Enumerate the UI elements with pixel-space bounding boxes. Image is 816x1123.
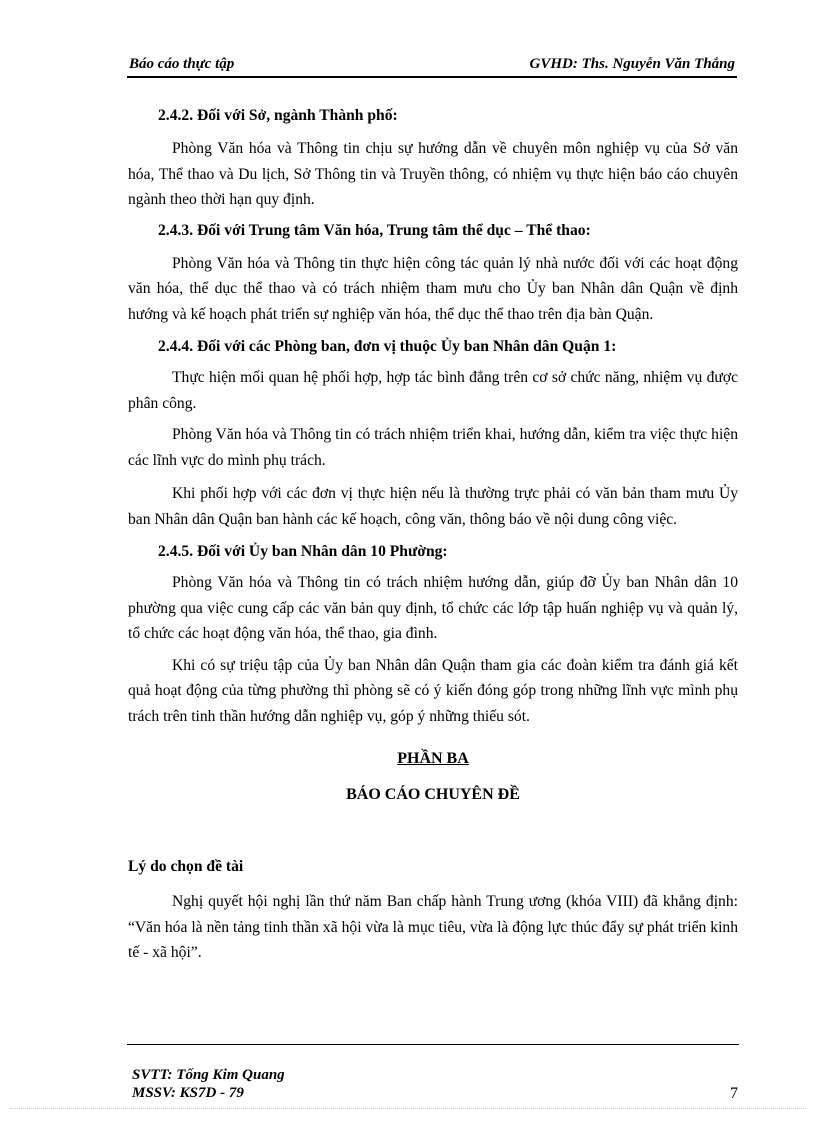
paragraph: Thực hiện mối quan hệ phối hợp, hợp tác bình đẳng trên cơ sở chức năng, nhiệm vụ được phân công. xyxy=(128,369,738,412)
paragraph: Phòng Văn hóa và Thông tin thực hiện công tác quản lý nhà nước đối với các hoạt động văn hóa, thể dục thể thao và có trách nhiệm tham mưu cho Ủy ban Nhân dân Quận về định hướng và kế hoạch phát triển sự nghiệp văn hóa, thể dục thể thao trên địa bàn Quận. xyxy=(128,254,738,323)
paragraph: Phòng Văn hóa và Thông tin có trách nhiệm hướng dẫn, giúp đỡ Ủy ban Nhân dân 10 phường qua việc cung cấp các văn bản quy định, tổ chức các lớp tập huấn nghiệp vụ và quản lý, tổ chức các hoạt động văn hóa, thể thao, gia đình. xyxy=(128,574,738,642)
paragraph: Khi có sự triệu tập của Ủy ban Nhân dân Quận tham gia các đoàn kiểm tra đánh giá kết quả hoạt động của từng phường thì phòng sẽ có ý kiến đóng góp trong những lĩnh vực mình phụ trách trên tinh thần hướng dẫn nghiệp vụ, góp ý những thiếu sót. xyxy=(128,656,738,725)
section-heading-2-4-2: 2.4.2. Đối với Sở, ngành Thành phố: xyxy=(158,107,398,124)
footer-student: SVTT: Tống Kim Quang xyxy=(132,1067,285,1083)
footer-student-id: MSSV: KS7D - 79 xyxy=(132,1085,244,1101)
footer-divider xyxy=(127,1044,739,1045)
page-number: 7 xyxy=(730,1085,738,1102)
paragraph: Phòng Văn hóa và Thông tin chịu sự hướng dẫn về chuyên môn nghiệp vụ của Sở văn hóa, Thể thao và Du lịch, Sở Thông tin và Truyền thông, có nhiệm vụ thực hiện báo cáo chuyên ngành theo thời hạn quy định. xyxy=(128,140,738,208)
page-bottom-edge xyxy=(10,1108,806,1109)
paragraph: Phòng Văn hóa và Thông tin có trách nhiệm triển khai, hướng dẫn, kiểm tra việc thực hiện các lĩnh vực do mình phụ trách. xyxy=(128,426,738,469)
page-header xyxy=(127,54,737,78)
document-body xyxy=(128,104,738,966)
header-supervisor: GVHD: Ths. Nguyễn Văn Thắng xyxy=(529,56,735,72)
section-heading-2-4-5: 2.4.5. Đối với Ủy ban Nhân dân 10 Phường: xyxy=(158,543,448,560)
section-heading-2-4-3: 2.4.3. Đối với Trung tâm Văn hóa, Trung tâm thể dục – Thể thao: xyxy=(158,221,591,239)
part-title: PHẦN BA xyxy=(397,750,469,767)
part-subtitle: BÁO CÁO CHUYÊN ĐỀ xyxy=(346,786,520,803)
page-footer xyxy=(132,1066,738,1102)
header-report-title: Báo cáo thực tập xyxy=(129,56,235,72)
section-heading-2-4-4: 2.4.4. Đối với các Phòng ban, đơn vị thuộc Ủy ban Nhân dân Quận 1: xyxy=(158,338,617,355)
reason-heading: Lý do chọn đề tài xyxy=(128,858,244,875)
paragraph: Khi phối hợp với các đơn vị thực hiện nếu là thường trực phải có văn bản tham mưu Ủy ban Nhân dân Quận ban hành các kế hoạch, công văn, thông báo về nội dung công việc. xyxy=(128,485,738,528)
paragraph: Nghị quyết hội nghị lần thứ năm Ban chấp hành Trung ương (khóa VIII) đã khẳng định: “Văn hóa là nền tảng tinh thần xã hội vừa là mục tiêu, vừa là động lực thúc đẩy sự phát triển kinh tế - xã hội”. xyxy=(128,893,738,961)
